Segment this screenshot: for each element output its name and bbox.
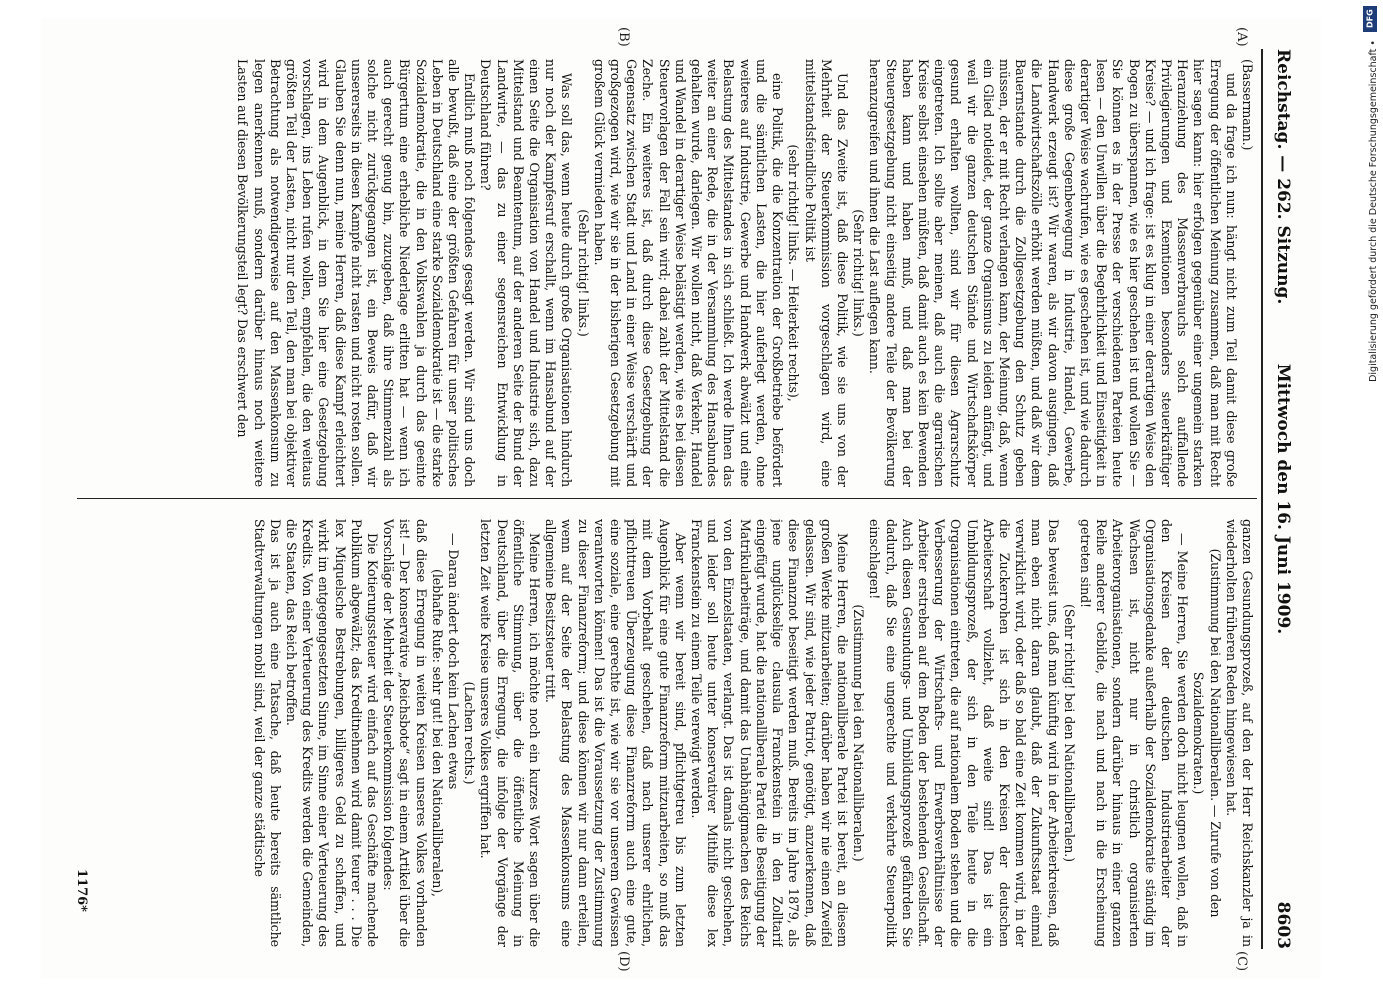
rotated-document-page — [41, 19, 1321, 979]
margin-marker-c: (C) — [1234, 951, 1249, 972]
paragraph: Meine Herren, ich möchte noch ein kurzes Wort sagen über die öffentliche Stimmung, über die öffentliche Meinung in Deutschland, über die Erregung, die infolge der Vorgänge der letzten Zeit weite Kreise unseres Volkes ergriffen hat. — [478, 519, 543, 947]
paragraph: ganzen Gesundungsprozeß, auf den der Herr Reichskanzler ja in wiederholten früheren Reden hingewiesen hat. — [1223, 519, 1255, 947]
column-divider — [77, 498, 1257, 499]
paragraph: Was soll das, wenn heute durch große Organisationen hindurch nur noch der Kampfesruf erschallt, wenn im Hansabund auf der einen Seite die Organisation von Handel und Industrie sich, dazu Mittelstand und Beamtentum, auf der anderen Seite der Bund der Landwirte, — das zu einer segensreichen Entwicklung in Deutschland führen? — [478, 59, 575, 487]
paragraph: (Sehr richtig! links.) — [575, 209, 591, 337]
page-signature: 1176* — [74, 869, 89, 912]
page-number: 8603 — [1273, 901, 1293, 949]
margin-marker-d: (D) — [616, 951, 631, 972]
paragraph: daß diese Erregung in weiten Kreisen unseres Volkes vorhanden ist! — Der konservative „Reichsbote“ sagt in einem Artikel über die Vorschläge der Mehrheit der Steuerkommission folgendes: — [381, 519, 429, 947]
paragraph: Aber wenn wir bereit sind, pflichtgetreu bis zum letzten Augenblick für eine gute Finanzreform mitzuarbeiten, so muß das mit dem Vorbehalt geschehen, daß nach unserer ehrlichen, pflichttreuen Überzeugung diese Finanzreform auch eine gute, eine soziale, eine gerechte ist, wie wir sie vor unserem Gewissen verantworten können! Das ist die Voraussetzung der Zustimmung zu dieser Finanzreform; und diese können wir nur dann erteilen, wenn auf der Seite der Belastung des Massenkonsums eine allgemeine Besitzsteuer tritt. — [543, 519, 688, 947]
header-rule — [1261, 49, 1263, 949]
margin-marker-b: (B) — [616, 27, 631, 47]
paragraph: (sehr richtig! links. — Heiterkeit rechts), — [786, 144, 802, 402]
paragraph: (Lachen rechts.) — [462, 681, 478, 785]
paragraph: (lebhafte Rufe: sehr gut! bei den Nationalliberalen), — [429, 569, 445, 897]
paragraph: eine Politik, die die Konzentration der Großbetriebe befördert und die sämtlichen Lasten, die hier auferlegt werden, ohne weiteres auf Industrie, Gewerbe und Handwerk abwälzt und eine Belastung des Mittelstandes in sich schließt. Ich werde Ihnen das weiter an einer Rede, die in der Versammlung des Hansabundes gehalten wurde, darlegen. Wir wollen nicht, daß Verkehr, Handel und Wandel in derartiger Weise belästigt werden, wie es bei diesen Steuervorlagen der Fall sein wird; dabei zahlt der Mittelstand die Zeche. Ein weiteres ist, daß durch diese Gesetzgebung der Gegensatz zwischen Stadt und Land in einer Weise verschärft und großgezogen wird, wie wir sie in der bisherigen Gesetzgebung mit großem Glück vermieden haben. — [591, 59, 786, 487]
paragraph: Die Kotierungssteuer wird einfach auf das Geschäfte machende Publikum abgewälzt; das Kreditnehmen wird damit teurer . . . Die lex Miquelsche Bestrebungen, billigeres Geld zu schaffen, und wirkt im entgegengesetzten Sinne, im Sinne einer Verteuerung des Kredits. Von einer Verteuerung des Kredits werden die Gemeinden, die Staaten, das Reich betroffen. — [284, 519, 381, 947]
text-column-right — [75, 519, 1255, 947]
paragraph: Das beweist uns, daß man künftig wird in der Arbeiterkreisen, daß man eben nicht daran glaubt, daß der Zukunftsstaat einmal verwirklicht wird, oder daß so bald eine Zeit kommen wird, in der die Zuckerrohen ist sich in den Kreisen der deutschen Arbeiterschaft vollzieht, daß weite sind! Das ist ein Umbildungsprozeß, der sich in den Teile heute in die Organisationen eintreten, die auf nationalem Boden stehen und die Verbesserung der Wirtschafts- und Erwerbsverhältnisse der Arbeiter erstreben auf dem Boden der bestehenden Gesellschaft. Auch diesen Gesundungs- und Umbildungsprozeß gefährden Sie dadurch, daß Sie eine ungerechte und verkehrte Steuerpolitik einschlagen! — [867, 519, 1061, 947]
paragraph: Und das Zweite ist, daß diese Politik, wie sie uns von der Mehrheit der Steuerkommission vorgeschlagen wird, eine mittelstandsfeindliche Politik ist — [802, 59, 850, 487]
paragraph: Das ist ja auch eine Tatsache, daß heute bereits sämtliche Stadtverwaltungen mobil sind, weil der ganze städtische — [251, 519, 283, 947]
digitization-credit: Digitalisierung gefördert durch die Deutsche Forschungsgemeinschaft • — [1368, 40, 1379, 382]
paragraph: Endlich muß noch folgendes gesagt werden. Wir sind uns doch alle bewußt, daß eine der größten Gefahren für unser politisches Leben in Deutschland eine starke Sozialdemokratie ist — die starke Sozialdemokratie, die in den Volkswahlen ja durch das geeinte Bürgertum eine erhebliche Niederlage erlitten hat — wenn ich auch gerecht genug bin, zuzugeben, daß ihre Stimmenzahl als solche nicht zurückgegangen ist, ein Beweis dafür, daß wir unsererseits in diesen Kampfe nicht rasten und nicht rosten sollen. Glauben Sie denn nun, meine Herren, daß diese Kampf erleichtert wird in dem Augenblick, in dem Sie hier eine Gesetzgebung vorschlagen, ins Leben rufen wollen, empfehlen, die den weitaus größten Teil der Lasten, nicht nur den Teil, den man bei objektiver Betrachtung als notwendigerweise auf den Massenkonsum zu legen anerkennen muß, sondern darüber hinaus noch weitere Lasten auf diesen Bevölkerungsteil legt? Das erschwert den — [235, 59, 478, 487]
header-left: Reichstag. — 262. Sitzung. — [1273, 49, 1293, 305]
paragraph: — Meine Herren, Sie werden doch nicht leugnen wollen, daß in den Kreisen der deutschen Industriearbeiter der Organisationsgedanke außerhalb der Sozialdemokratie ständig im Wachsen ist, nicht nur in christlich organisierten Arbeiterorganisationen, sondern darüber hinaus in einer ganzen Reihe anderer Gebilde, die nach und nach in die Erscheinung getreten sind! — [1077, 519, 1191, 947]
paragraph: (Zustimmung bei den Nationalliberalen.) — [851, 604, 867, 862]
paragraph: (Bassermann.) — [1240, 59, 1255, 151]
page-header — [1267, 49, 1297, 949]
paragraph: (Sehr richtig! bei den Nationalliberalen.) — [1061, 604, 1077, 862]
text-column-left — [75, 59, 1255, 487]
paragraph: (Zustimmung bei den Nationalliberalen. — Zurufe von den Sozialdemokraten.) — [1191, 548, 1223, 918]
digitization-sidebar — [1357, 0, 1381, 1000]
paragraph: (Sehr richtig! links.) — [851, 209, 867, 337]
dfg-logo: DFG — [1363, 6, 1377, 32]
paragraph: Meine Herren, die nationalliberale Partei ist bereit, an diesem großen Werke mitzuarbeiten; darüber haben wir nie einen Zweifel gelassen. Wir sind, wie jeder Patriot, genötigt, anzuerkennen, daß diese Finanznot beseitigt werden muß. Bereits im Jahre 1879, als jene unglückselige clausula Franckenstein in den Zolltarif eingefügt wurde, hat die nationalliberale Partei die Beseitigung der Matrikularbeiträge, und damit das Unabhängigmachen des Reichs von den Einzelstaaten, verlangt. Das ist damals nicht geschehen, und leider soll heute unter konservativer Mithilfe diese lex Franckenstein zu einem Teile verewigt werden. — [689, 519, 850, 947]
paragraph: und da frage ich nun: hängt nicht zum Teil damit diese große Erregung der öffentlichen Meinung zusammen, daß man mit Recht hier sagen kann: hier erfolgen gegenüber einer ungemein starken Heranziehung des Massenverbrauchs solch auffallende Privilegierungen und Exemtionen besonders steuerkräftiger Kreise? — und ich frage: ist es klug in einer derartigen Weise den Bogen zu überspannen, wie es hier geschehen ist und wollen Sie — Sie können es in der Presse der verschiedenen Parteien heute lesen — den Unwillen über die Begehrlichkeit und Einseitigkeit in derartiger Weise wachrufen, wie es geschehen ist, und wie dadurch diese große Gegenbewegung in Industrie, Handel, Gewerbe, Handwerk erzeugt ist? Wir waren, als wir davon ausgingen, daß die Landwirtschaftszölle erhöht werden müßten, und daß wir dem Bauernstande durch die Zollgesetzgebung den Schutz geben müssen, der er mit Recht verlangen kann, der Meinung, daß, wenn ein Glied notleidet, der ganze Organismus zu leiden anfängt, und weil wir die ganzen deutschen Stände und Wirtschaftskörper gesund erhalten wollten, sind wir für diesen Agrarschutz eingetreten. Ich sollte aber meinen, daß auch die agrarischen Kreise selbst einsehen müßten, daß damit auch es kein Bewenden haben kann und haben muß, und daß man bei der Steuergesetzgebung nicht einseitig andere Teile der Bevölkerung heranzugreifen und ihnen die Last auflegen kann. — [867, 59, 1239, 487]
paragraph: — Daran ändert doch kein Lachen etwas — [446, 533, 462, 790]
margin-marker-a: (A) — [1234, 27, 1249, 47]
header-date: Mittwoch den 16. Juni 1909. — [1273, 363, 1293, 635]
